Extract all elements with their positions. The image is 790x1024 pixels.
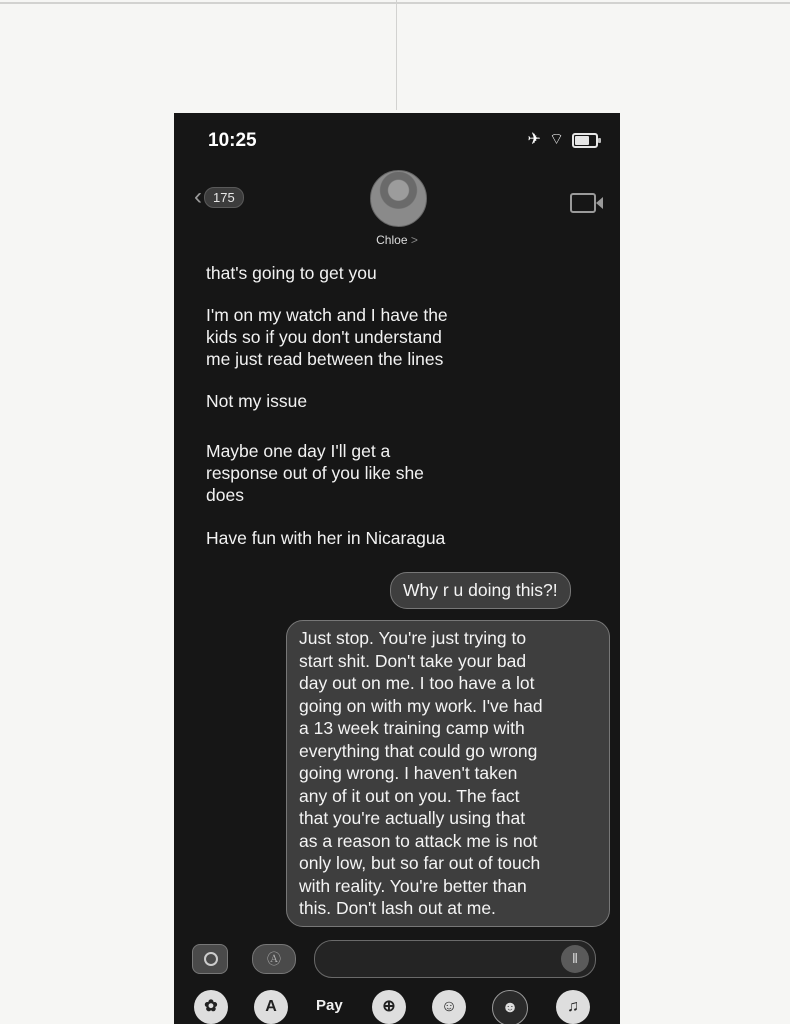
back-button[interactable] [194, 185, 244, 209]
message-line: I'm on my watch and I have the [206, 305, 448, 325]
search-images-button[interactable] [372, 990, 406, 1024]
apple-pay-button[interactable] [316, 997, 343, 1014]
animoji-icon: ☻ [501, 999, 519, 1016]
facetime-video-icon[interactable] [570, 193, 596, 213]
memoji-button[interactable] [432, 990, 466, 1024]
contact-chevron-icon: > [410, 233, 418, 247]
message-line: does [206, 485, 244, 505]
status-icons [528, 131, 598, 149]
app-store-button[interactable] [252, 944, 296, 974]
received-message [206, 304, 448, 370]
message-line: this. Don't lash out at me. [299, 898, 496, 918]
audio-message-button[interactable] [561, 945, 589, 973]
wifi-icon: ⌔ [548, 131, 564, 148]
message-line: any of it out on you. The fact [299, 785, 520, 806]
camera-button[interactable] [192, 944, 228, 974]
received-message [206, 262, 377, 284]
memoji-icon: ☺ [440, 998, 458, 1015]
message-line: response out of you like she [206, 463, 424, 483]
phone-screen [174, 113, 620, 1024]
music-app-button[interactable] [556, 990, 590, 1024]
message-line: day out on me. I too have a lot [299, 673, 535, 693]
contact-name-label: Chloe [376, 233, 408, 247]
message-line: Just stop. You're just trying to [299, 628, 527, 648]
globe-search-icon: ⊕ [382, 998, 396, 1015]
photos-app-button[interactable] [194, 990, 228, 1024]
message-line: kids so if you don't understand [206, 327, 442, 347]
music-note-icon: ♫ [567, 998, 579, 1015]
app-store-app-button[interactable] [254, 990, 288, 1024]
message-line: start shit. Don't take your bad [299, 650, 527, 671]
message-line: Why r u doing this?! [403, 580, 558, 600]
airplane-icon: ✈ [527, 131, 541, 148]
photos-icon: ✿ [204, 998, 218, 1015]
message-line: that's going to get you [206, 263, 377, 283]
contact-avatar[interactable] [370, 170, 427, 227]
received-message [206, 527, 445, 549]
scan-artifact-vertical [396, 0, 397, 110]
status-time: 10:25 [208, 130, 257, 151]
scan-artifact-top [0, 2, 790, 4]
animoji-button[interactable] [492, 990, 528, 1024]
chevron-left-icon: ‹ [194, 183, 202, 210]
sent-message [390, 572, 571, 609]
received-message [206, 440, 424, 506]
apple-pay-label: Pay [316, 997, 343, 1014]
message-line: going on with my work. I've had [299, 695, 543, 716]
message-line: everything that could go wrong [299, 740, 538, 761]
app-store-icon: A [265, 998, 277, 1015]
compose-bar [174, 940, 620, 980]
received-message [206, 390, 307, 412]
message-line: with reality. You're better than [299, 875, 527, 896]
message-line: Maybe one day I'll get a [206, 441, 391, 461]
message-line: me just read between the lines [206, 349, 444, 369]
waveform-icon: ⦀ [572, 951, 578, 966]
message-input[interactable] [314, 940, 596, 978]
unread-count-badge: 175 [204, 187, 244, 208]
message-line: Not my issue [206, 391, 308, 411]
message-line: Have fun with her in Nicaragua [206, 528, 446, 548]
contact-name[interactable] [174, 233, 620, 247]
sent-message [286, 620, 610, 927]
battery-icon [572, 133, 598, 148]
message-line: only low, but so far out of touch [299, 853, 541, 873]
message-line: going wrong. I haven't taken [299, 763, 518, 783]
message-line: that you're actually using that [299, 808, 526, 828]
app-drawer [174, 987, 620, 1024]
message-line: a 13 week training camp with [299, 718, 525, 738]
message-line: as a reason to attack me is not [299, 830, 538, 851]
app-store-icon: Ⓐ [267, 951, 281, 967]
